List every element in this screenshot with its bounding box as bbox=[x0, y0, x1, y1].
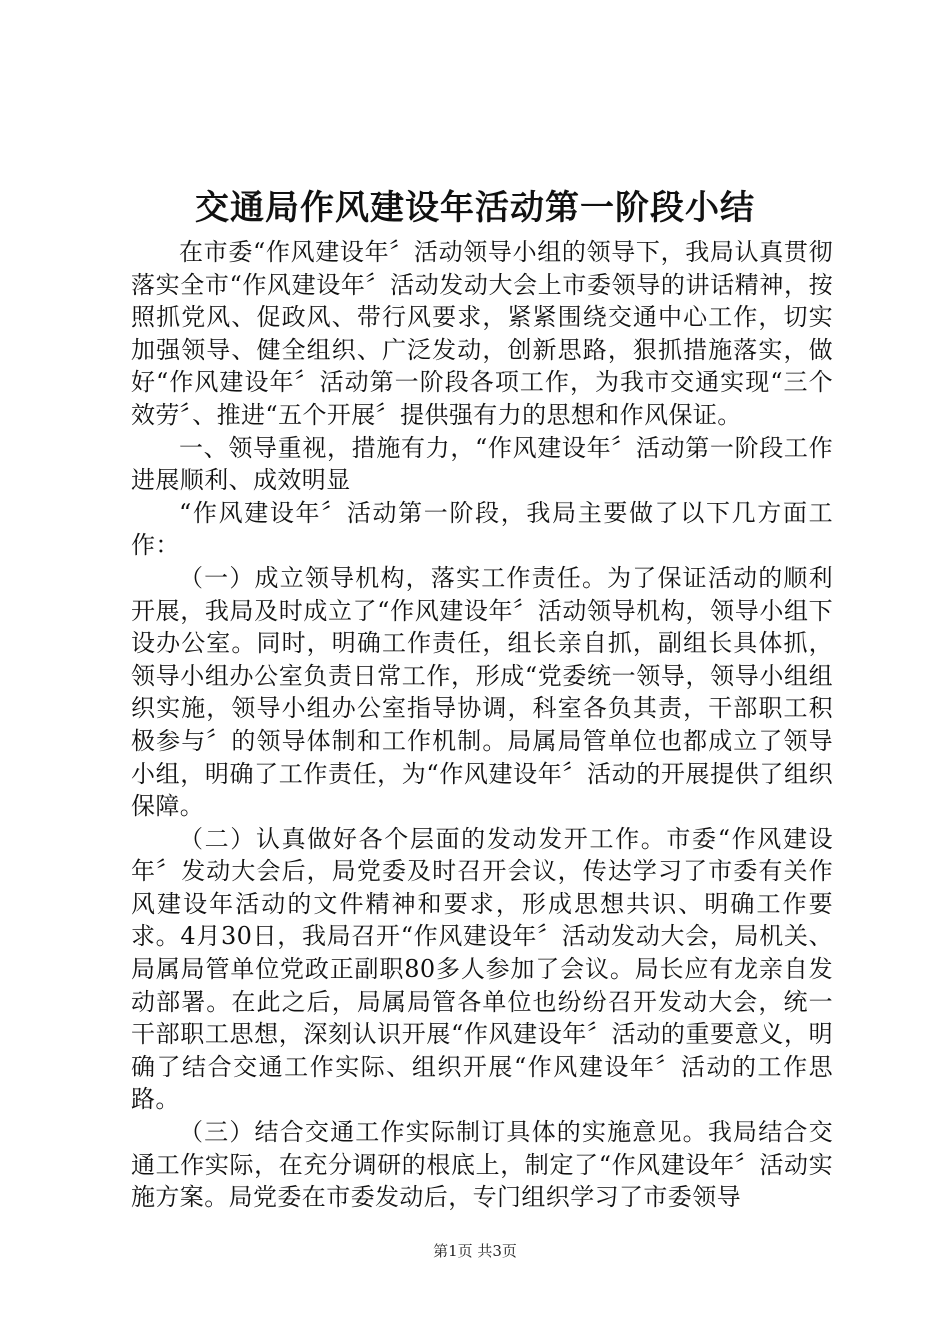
intro-paragraph: 在市委“作风建设年〞活动领导小组的领导下，我局认真贯彻落实全市“作风建设年〞活动发动大会上市委领导的讲话精神，按照抓党风、促政风、带行风要求，紧紧围绕交通中心工作，切实加强领导、健全组织、广泛发动，创新思路，狠抓措施落实，做好“作风建设年〞活动第一阶段各项工作，为我市交通实现“三个效劳〞、推进“五个开展〞提供强有力的思想和作风保证。 bbox=[131, 238, 833, 429]
section-lead-paragraph: “作风建设年〞活动第一阶段，我局主要做了以下几方面工作： bbox=[131, 498, 833, 560]
item-1-paragraph: （一）成立领导机构，落实工作责任。为了保证活动的顺利开展，我局及时成立了“作风建设年〞活动领导机构，领导小组下设办公室。同时，明确工作责任，组长亲自抓，副组长具体抓，领导小组办公室负责日常工作，形成“党委统一领导，领导小组组织实施，领导小组办公室指导协调，科室各负其责，干部职工积极参与〞的领导体制和工作机制。局属局管单位也都成立了领导小组，明确了工作责任，为“作风建设年〞活动的开展提供了组织保障。 bbox=[131, 563, 833, 821]
document-title: 交通局作风建设年活动第一阶段小结 bbox=[195, 188, 755, 228]
item-2-paragraph: （二）认真做好各个层面的发动发开工作。市委“作风建设年〞发动大会后，局党委及时召开会议，传达学习了市委有关作风建设年活动的文件精神和要求，形成思想共识、明确工作要求。4月30日，我局召开“作风建设年〞活动发动大会，局机关、局属局管单位党政正副职80多人参加了会议。局长应有龙亲自发动部署。在此之后，局属局管各单位也纷纷召开发动大会，统一干部职工思想，深刻认识开展“作风建设年〞活动的重要意义，明确了结合交通工作实际、组织开展“作风建设年〞活动的工作思路。 bbox=[131, 824, 833, 1114]
section-heading-1: 一、领导重视，措施有力，“作风建设年〞活动第一阶段工作进展顺利、成效明显 bbox=[131, 433, 833, 495]
page-number-footer: 第1页 共3页 bbox=[433, 1242, 517, 1260]
item-3-paragraph: （三）结合交通工作实际制订具体的实施意见。我局结合交通工作实际，在充分调研的根底上，制定了“作风建设年〞活动实施方案。局党委在市委发动后，专门组织学习了市委领导 bbox=[131, 1118, 833, 1212]
document-body bbox=[131, 236, 833, 1214]
